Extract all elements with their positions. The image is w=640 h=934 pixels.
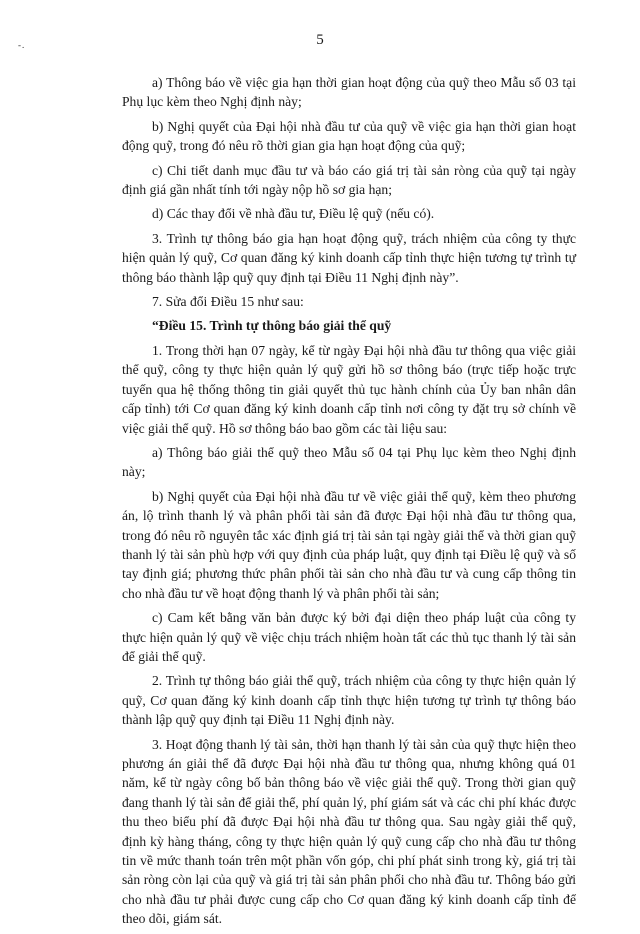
paragraph-3-liquidation: 3. Hoạt động thanh lý tài sản, thời hạn thanh lý tài sản của quỹ thực hiện theo phương án giải thể đã được Đại hội nhà đầu tư thông qua, nhưng không quá 01 năm, kể từ ngày công bố bản thông báo về việc giải thể quỹ. Trong thời gian quỹ đang thanh lý tài sản để giải thể, phí quản lý, phí giám sát và các chi phí khác được thu theo biểu phí đã được Đại hội nhà đầu tư thông qua. Sau ngày giải thể quỹ, định kỳ hàng tháng, công ty thực hiện quản lý quỹ cung cấp cho nhà đầu tư thông tin về mức thanh toán trên một phần vốn góp, chi phí phát sinh trong kỳ, giá trị tài sản ròng còn lại của quỹ và giá trị tài sản phân phối cho nhà đầu tư. Thông báo gửi cho nhà đầu tư phải được cung cấp cho Cơ quan đăng ký kinh doanh cấp tỉnh để theo dõi, giám sát.: [122, 736, 576, 927]
paragraph-c-portfolio-details: c) Chi tiết danh mục đầu tư và báo cáo giá trị tài sản ròng của quỹ tại ngày định giá gần nhất tính tới ngày nộp hồ sơ gia hạn;: [122, 162, 576, 198]
paragraph-d-changes: d) Các thay đổi về nhà đầu tư, Điều lệ quỹ (nếu có).: [152, 206, 435, 222]
corner-mark: -.: [18, 40, 26, 50]
paragraph-b-resolution-extension: b) Nghị quyết của Đại hội nhà đầu tư của quỹ về việc gia hạn thời gian hoạt động quỹ, trong đó nêu rõ thời gian gia hạn hoạt động của quỹ;: [122, 118, 576, 154]
paragraph-amend-article-15: 7. Sửa đổi Điều 15 như sau:: [152, 294, 304, 310]
document-body: [122, 73, 576, 934]
paragraph-b-dissolution-resolution: b) Nghị quyết của Đại hội nhà đầu tư về việc giải thể quỹ, kèm theo phương án, lộ trình thanh lý và phân phối tài sản đã được Đại hội nhà đầu tư thông qua, trong đó nêu rõ nguyên tắc xác định giá trị tài sản tại ngày giải thể và thời gian quỹ thanh lý tài sản phù hợp với quy định của pháp luật, quy định tại Điều lệ quỹ và số tay định giá; phương thức phân phối tài sản cho nhà đầu tư và cung cấp thông tin cho nhà đầu tư về hoạt động thanh lý và phân phối tài sản;: [122, 488, 576, 601]
paragraph-2-dissolution-procedure: 2. Trình tự thông báo giải thể quỹ, trách nhiệm của công ty thực hiện quản lý quỹ, Cơ quan đăng ký kinh doanh cấp tỉnh thực hiện tương tự trình tự thông báo thành lập quỹ quy định tại Điều 11 Nghị định này.: [122, 673, 576, 728]
paragraph-3-extension-procedure: 3. Trình tự thông báo gia hạn hoạt động quỹ, trách nhiệm của công ty thực hiện quản lý quỹ, Cơ quan đăng ký kinh doanh cấp tỉnh thực hiện tương tự trình tự thông báo thành lập quỹ quy định tại Điều 11 Nghị định này”.: [122, 230, 576, 285]
paragraph-1-dissolution-dossier: 1. Trong thời hạn 07 ngày, kể từ ngày Đại hội nhà đầu tư thông qua việc giải thể quỹ, công ty thực hiện quản lý quỹ gửi hồ sơ thông báo (trực tiếp hoặc trực tuyến qua hệ thống thông tin giải quyết thủ tục hành chính của Ủy ban nhân dân cấp tỉnh) tới Cơ quan đăng ký kinh doanh cấp tỉnh nơi công ty đặt trụ sở chính về việc giải thể quỹ. Hồ sơ thông báo bao gồm các tài liệu sau:: [122, 342, 576, 436]
page-number: 5: [316, 32, 324, 48]
paragraph-c-written-commitment: c) Cam kết bằng văn bản được ký bởi đại diện theo pháp luật của công ty thực hiện quản lý quỹ về việc chịu trách nhiệm hoàn tất các thủ tục thanh lý tài sản để giải thể quỹ.: [122, 610, 576, 664]
paragraph-a-dissolution-notice: a) Thông báo giải thể quỹ theo Mẫu số 04 tại Phụ lục kèm theo Nghị định này;: [122, 444, 576, 480]
article-15-heading: “Điều 15. Trình tự thông báo giải thể quỹ: [152, 318, 392, 334]
paragraph-a-notice-extension: a) Thông báo về việc gia hạn thời gian hoạt động của quỹ theo Mẫu số 03 tại Phụ lục kèm theo Nghị định này;: [122, 75, 576, 110]
